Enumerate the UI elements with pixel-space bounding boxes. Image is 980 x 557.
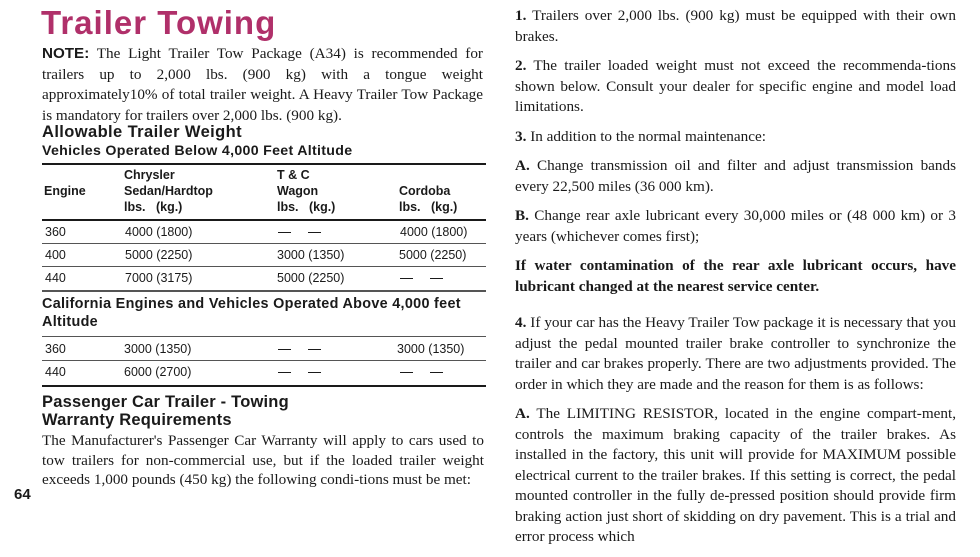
row-440-sedan: 7000 (3175) bbox=[125, 271, 193, 285]
col-header-chrysler-units: lbs. (kg.) bbox=[124, 200, 183, 214]
row-360-engine: 360 bbox=[45, 225, 66, 239]
california-heading: California Engines and Vehicles Operated Above 4,000 feet bbox=[42, 296, 461, 312]
table-rule bbox=[42, 336, 486, 337]
col-header-wagon-line2: Wagon bbox=[277, 184, 319, 198]
table-rule bbox=[42, 243, 486, 244]
page-title: Trailer Towing bbox=[41, 4, 277, 41]
ca-row-440-wagon bbox=[278, 365, 338, 379]
ca-row-440-sedan: 6000 (2700) bbox=[124, 365, 192, 379]
note-paragraph bbox=[42, 44, 483, 126]
condition-3: 3. In addition to the normal maintenance: bbox=[515, 127, 766, 145]
warranty-heading-cont: Warranty Requirements bbox=[42, 411, 232, 429]
note-text: The Light Trailer Tow Package (A34) is recommended for trailers up to 2,000 lbs. (900 kg) with a tongue weight approximately10% of total trailer weight. A Heavy Trailer Tow Package is mandatory for trailers over 2,000 lbs. (900 kg). bbox=[42, 45, 483, 124]
table-rule bbox=[42, 360, 486, 361]
col-header-cordoba-units: lbs. (kg.) bbox=[399, 200, 458, 214]
california-heading-cont: Altitude bbox=[42, 314, 98, 330]
ca-row-360-cordoba: 3000 (1350) bbox=[397, 342, 465, 356]
row-400-engine: 400 bbox=[45, 248, 66, 262]
warranty-body: The Manufacturer's Passenger Car Warranty will apply to cars used to tow trailers for non-commercial use, but if the loaded trailer weight exceeds 1,000 pounds (450 kg) the following condi-tions must be met: bbox=[42, 432, 484, 488]
condition-3b: B. Change rear axle lubricant every 30,000 miles or (48 000 km) or 3 years (whichever comes first); bbox=[515, 207, 956, 245]
row-400-cordoba: 5000 (2250) bbox=[399, 248, 467, 262]
ca-row-360-engine: 360 bbox=[45, 342, 66, 356]
note-label: NOTE: bbox=[42, 45, 90, 62]
condition-4: 4. If your car has the Heavy Trailer Tow package it is necessary that you adjust the pedal mounted trailer brake controller to synchronize the trailer and car brakes properly. There are two adjustments provided. The order in which they are made and the reason for them is as follows: bbox=[515, 314, 956, 393]
col-header-engine: Engine bbox=[44, 184, 86, 198]
row-360-sedan: 4000 (1800) bbox=[125, 225, 193, 239]
condition-4a: A. The LIMITING RESISTOR, located in the engine compart-ment, controls the maximum braking capacity of the trailer brakes. As installed in the factory, this unit will provide for MAXIMUM possible electrical current to the trailer brakes. If this setting is correct, the pedal mounted controller in the fully de-pressed position should provide firm braking action just short of skidding on dry pavement. This is a trial and error process which bbox=[515, 405, 956, 545]
below-altitude-subheading: Vehicles Operated Below 4,000 Feet Altitude bbox=[42, 143, 353, 159]
table-rule bbox=[42, 219, 486, 221]
row-440-cordoba bbox=[400, 271, 460, 285]
table-rule bbox=[42, 266, 486, 267]
warranty-heading: Passenger Car Trailer - Towing bbox=[42, 393, 289, 411]
row-360-wagon bbox=[278, 225, 338, 239]
ca-row-360-wagon bbox=[278, 342, 338, 356]
row-440-engine: 440 bbox=[45, 271, 66, 285]
ca-row-360-sedan: 3000 (1350) bbox=[124, 342, 192, 356]
row-440-wagon: 5000 (2250) bbox=[277, 271, 345, 285]
table-rule bbox=[42, 385, 486, 387]
col-header-wagon-units: lbs. (kg.) bbox=[277, 200, 336, 214]
page-number: 64 bbox=[14, 486, 31, 503]
table-rule bbox=[42, 163, 486, 165]
row-400-wagon: 3000 (1350) bbox=[277, 248, 345, 262]
col-header-cordoba-line2: Cordoba bbox=[399, 184, 451, 198]
row-400-sedan: 5000 (2250) bbox=[125, 248, 193, 262]
col-header-chrysler-line2: Sedan/Hardtop bbox=[124, 184, 213, 198]
col-header-wagon-line1: T & C bbox=[277, 168, 310, 182]
condition-1: 1. Trailers over 2,000 lbs. (900 kg) must be equipped with their own brakes. bbox=[515, 7, 956, 45]
water-contamination-warning: If water contamination of the rear axle lubricant occurs, have lubricant changed at the nearest service center. bbox=[515, 257, 956, 295]
col-header-chrysler-line1: Chrysler bbox=[124, 168, 175, 182]
table-rule bbox=[42, 290, 486, 292]
conditions-column bbox=[515, 6, 956, 557]
ca-row-440-cordoba bbox=[400, 365, 460, 379]
row-360-cordoba: 4000 (1800) bbox=[400, 225, 468, 239]
condition-2: 2. The trailer loaded weight must not exceed the recommenda-tions shown below. Consult your dealer for specific engine and model load limitations. bbox=[515, 57, 956, 115]
allowable-weight-heading: Allowable Trailer Weight bbox=[42, 123, 243, 141]
condition-3a: A. Change transmission oil and filter and adjust transmission bands every 22,500 miles (36 000 km). bbox=[515, 157, 956, 195]
ca-row-440-engine: 440 bbox=[45, 365, 66, 379]
